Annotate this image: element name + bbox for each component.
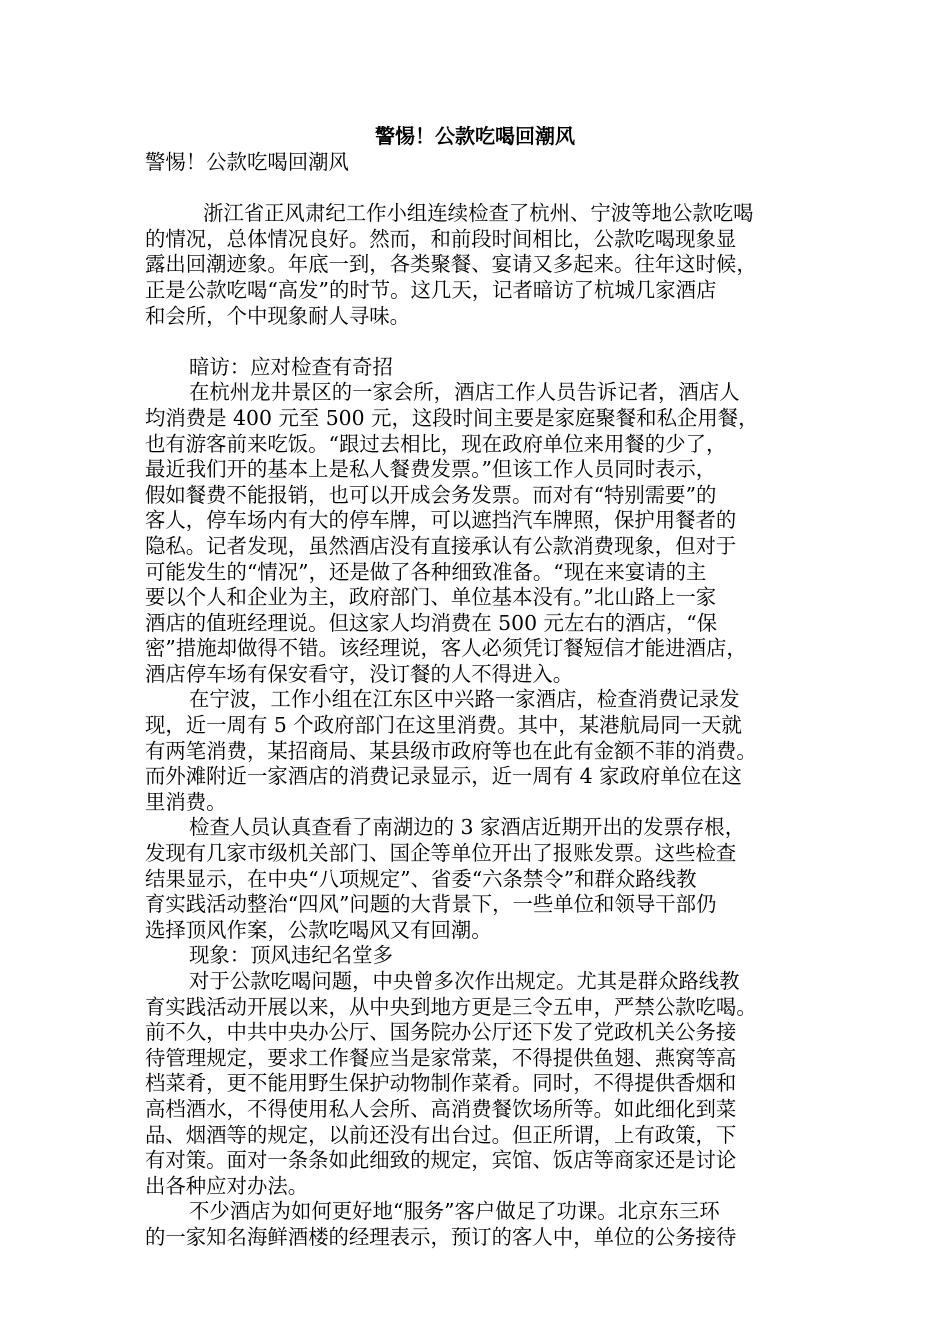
- paragraph-line: 待管理规定，要求工作餐应当是家常菜，不得提供鱼翅、燕窝等高: [145, 1045, 737, 1070]
- paragraph-line: 在杭州龙井景区的一家会所，酒店工作人员告诉记者，酒店人: [189, 380, 740, 405]
- paragraph-line: 正是公款吃喝“高发”的时节。这几天，记者暗访了杭城几家酒店: [145, 277, 717, 302]
- paragraph-line: 档菜肴，更不能用野生保护动物制作菜肴。同时，不得提供香烟和: [145, 1071, 737, 1096]
- paragraph-line: 检查人员认真查看了南湖边的 3 家酒店近期开出的发票存根，: [189, 815, 746, 840]
- paragraph-line: 酒店的值班经理说。但这家人均消费在 500 元左右的酒店，“保: [145, 610, 718, 635]
- paragraph-line: 高档酒水，不得使用私人会所、高消费餐饮场所等。如此细化到菜: [145, 1096, 737, 1121]
- blank-line: [145, 176, 811, 202]
- paragraph-line: 密”措施却做得不错。该经理说，客人必须凭订餐短信才能进酒店，: [145, 636, 747, 661]
- paragraph-line: 育实践活动开展以来，从中央到地方更是三令五申，严禁公款吃喝。: [145, 994, 757, 1019]
- paragraph-line: 而外滩附近一家酒店的消费记录显示，近一周有 4 家政府单位在这: [145, 764, 742, 789]
- paragraph-line: 假如餐费不能报销，也可以开成会务发票。而对有“特别需要”的: [145, 482, 717, 507]
- paragraph-line: 结果显示，在中央“八项规定”、省委“六条禁令”和群众路线教: [145, 866, 697, 891]
- paragraph-line: 也有游客前来吃饭。“跟过去相比，现在政府单位来用餐的少了，: [145, 431, 727, 456]
- section-heading: 暗访：应对检查有奇招: [189, 354, 393, 379]
- subtitle-line: 警惕！公款吃喝回潮风: [145, 150, 349, 174]
- paragraph-line: 现，近一周有 5 个政府部门在这里消费。其中，某港航局同一天就: [145, 713, 742, 738]
- paragraph-line: 发现有几家市级机关部门、国企等单位开出了报账发票。这些检查: [145, 841, 737, 866]
- paragraph-line: 可能发生的“情况”，还是做了各种细致准备。“现在来宴请的主: [145, 559, 707, 584]
- paragraph-line: 要以个人和企业为主，政府部门、单位基本没有。”北山路上一家: [145, 585, 717, 610]
- paragraph-line: 在宁波，工作小组在江东区中兴路一家酒店，检查消费记录发: [189, 687, 740, 712]
- paragraph-line: 隐私。记者发现，虽然酒店没有直接承认有公款消费现象，但对于: [145, 533, 737, 558]
- paragraph-line: 有两笔消费，某招商局、某县级市政府等也在此有金额不菲的消费。: [145, 738, 757, 763]
- paragraph-line: 有对策。面对一条条如此细致的规定，宾馆、饭店等商家还是讨论: [145, 1148, 737, 1173]
- section-heading: 现象：顶风违纪名堂多: [189, 943, 393, 968]
- paragraph-line: 均消费是 400 元至 500 元，这段时间主要是家庭聚餐和私企用餐，: [145, 405, 759, 430]
- paragraph-line: 育实践活动整治“四风”问题的大背景下，一些单位和领导干部仍: [145, 892, 717, 917]
- paragraph-line: 露出回潮迹象。年底一到，各类聚餐、宴请又多起来。往年这时候，: [145, 252, 757, 277]
- paragraph-line: 客人，停车场内有大的停车牌，可以遮挡汽车牌照，保护用餐者的: [145, 508, 737, 533]
- document-body: [145, 150, 811, 1251]
- paragraph-line: 酒店停车场有保安看守，没订餐的人不得进入。: [145, 661, 574, 686]
- document-title: 警惕！公款吃喝回潮风: [375, 124, 575, 148]
- paragraph-line: 和会所，个中现象耐人寻味。: [145, 303, 411, 328]
- paragraph-line: 的情况，总体情况良好。然而，和前段时间相比，公款吃喝现象显: [145, 226, 737, 251]
- blank-line: [145, 329, 811, 355]
- paragraph-line: 浙江省正风肃纪工作小组连续检查了杭州、宁波等地公款吃喝: [203, 201, 754, 226]
- paragraph-line: 品、烟酒等的规定，以前还没有出台过。但正所谓，上有政策，下: [145, 1122, 737, 1147]
- paragraph-line: 不少酒店为如何更好地“服务”客户做足了功课。北京东三环: [189, 1199, 720, 1224]
- paragraph-line: 里消费。: [145, 789, 227, 814]
- paragraph-line: 出各种应对办法。: [145, 1173, 309, 1198]
- paragraph-line: 选择顶风作案，公款吃喝风又有回潮。: [145, 917, 492, 942]
- paragraph-line: 前不久，中共中央办公厅、国务院办公厅还下发了党政机关公务接: [145, 1020, 737, 1045]
- paragraph-line: 最近我们开的基本上是私人餐费发票。”但该工作人员同时表示，: [145, 457, 717, 482]
- paragraph-line: 的一家知名海鲜酒楼的经理表示，预订的客人中，单位的公务接待: [145, 1224, 737, 1249]
- paragraph-line: 对于公款吃喝问题，中央曾多次作出规定。尤其是群众路线教: [189, 969, 740, 993]
